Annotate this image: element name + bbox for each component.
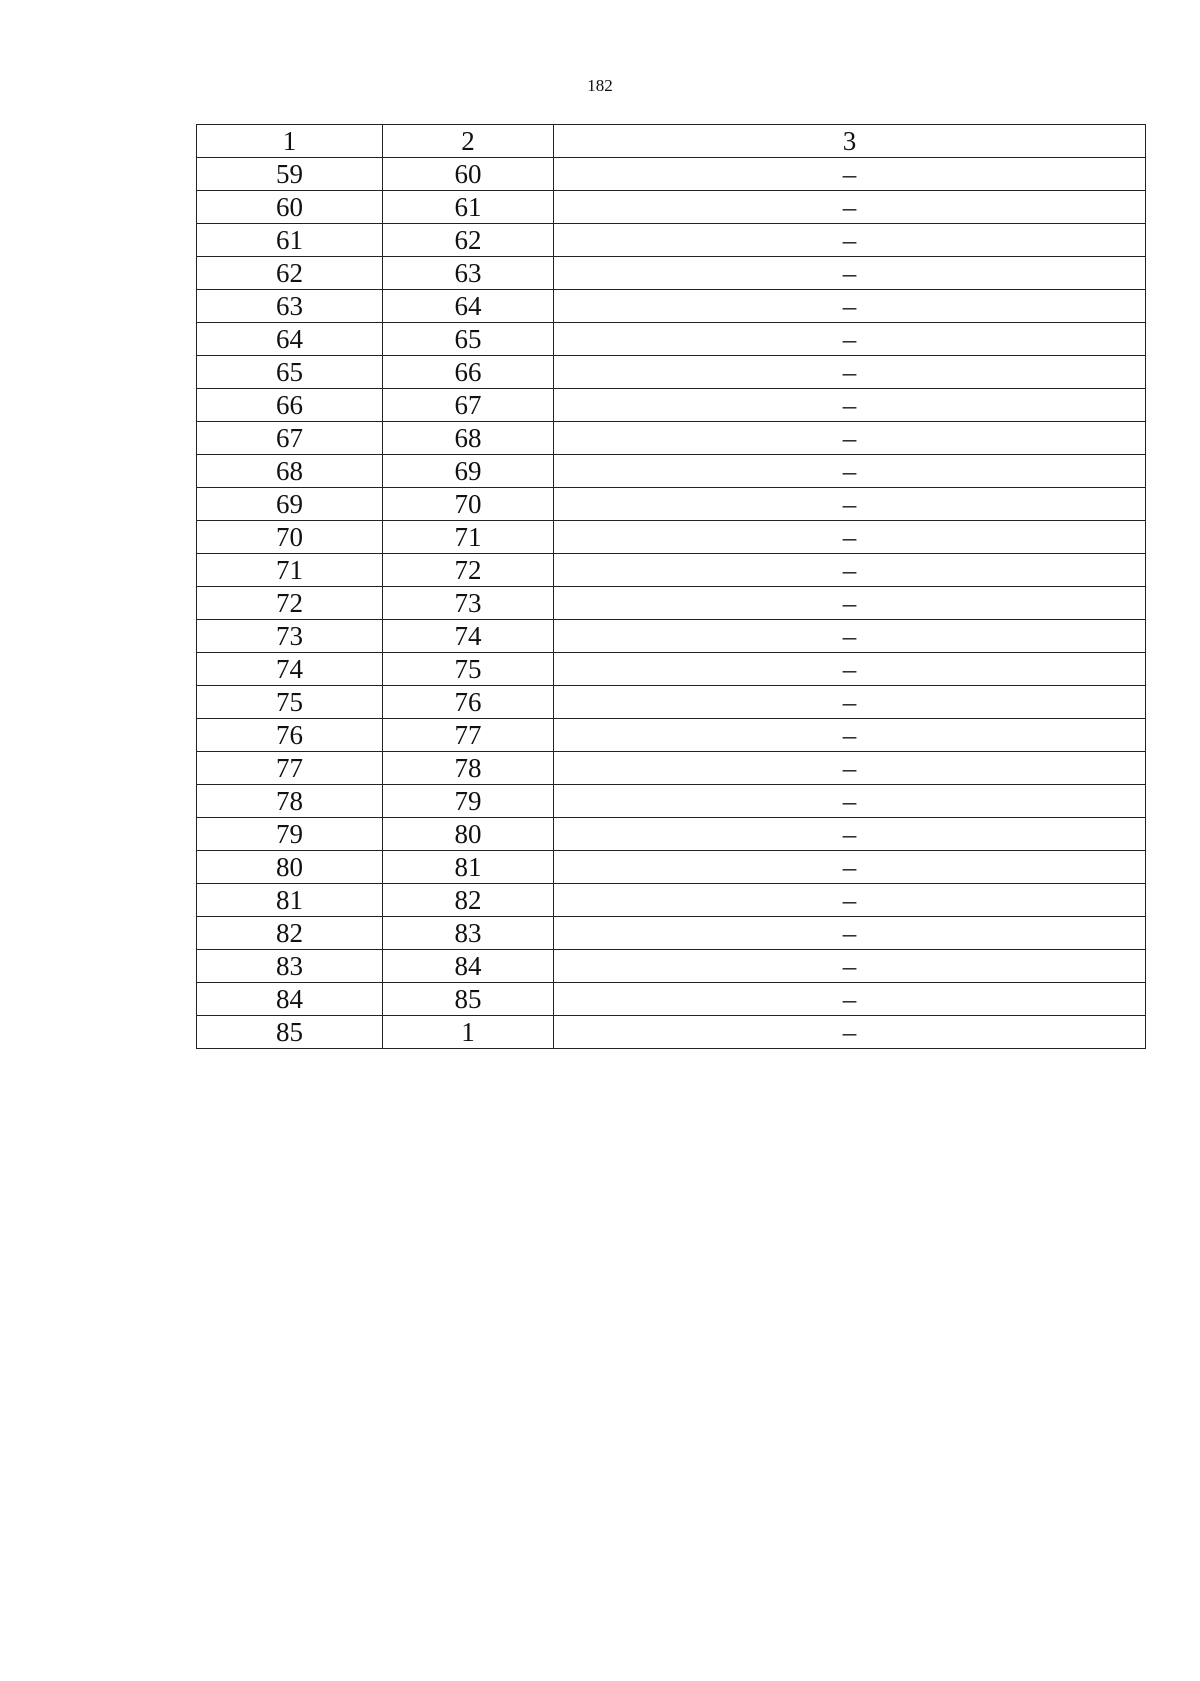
table-row: [197, 356, 1146, 389]
table-row: [197, 785, 1146, 818]
table-cell-col2: 1: [383, 1016, 554, 1049]
table-cell-col3: –: [554, 884, 1146, 917]
table-cell-col2: 79: [383, 785, 554, 818]
table-cell-col2: 74: [383, 620, 554, 653]
table-row: [197, 950, 1146, 983]
table-cell-col3: –: [554, 356, 1146, 389]
table-cell-col2: 64: [383, 290, 554, 323]
table-cell-col3: –: [554, 521, 1146, 554]
table-row: [197, 587, 1146, 620]
table-row: [197, 191, 1146, 224]
table-cell-col3: –: [554, 158, 1146, 191]
table-cell-col1: 66: [197, 389, 383, 422]
table-cell-col2: 67: [383, 389, 554, 422]
table-cell-col2: 83: [383, 917, 554, 950]
table-cell-col1: 85: [197, 1016, 383, 1049]
table-cell-col1: 78: [197, 785, 383, 818]
table-cell-col3: –: [554, 455, 1146, 488]
table-cell-col2: 75: [383, 653, 554, 686]
table-row: [197, 620, 1146, 653]
table-row: [197, 422, 1146, 455]
table-row: [197, 884, 1146, 917]
table-cell-col2: 77: [383, 719, 554, 752]
table-cell-col1: 76: [197, 719, 383, 752]
table-row: [197, 752, 1146, 785]
table-row: [197, 488, 1146, 521]
table-cell-col3: –: [554, 851, 1146, 884]
table-cell-col1: 83: [197, 950, 383, 983]
table-cell-col3: –: [554, 290, 1146, 323]
table-row: [197, 917, 1146, 950]
table-cell-col2: 78: [383, 752, 554, 785]
table-cell-col3: –: [554, 323, 1146, 356]
table-row: [197, 851, 1146, 884]
table-cell-col3: –: [554, 422, 1146, 455]
table-cell-col1: 73: [197, 620, 383, 653]
table-cell-col2: 68: [383, 422, 554, 455]
table-cell-col3: –: [554, 257, 1146, 290]
table-cell-col1: 67: [197, 422, 383, 455]
table-row: [197, 983, 1146, 1016]
table-cell-col2: 60: [383, 158, 554, 191]
table-cell-col3: –: [554, 224, 1146, 257]
table-cell-col3: –: [554, 191, 1146, 224]
table-cell-col1: 80: [197, 851, 383, 884]
table-row: [197, 389, 1146, 422]
table-cell-col1: 79: [197, 818, 383, 851]
table-cell-col1: 82: [197, 917, 383, 950]
table-cell-col2: 71: [383, 521, 554, 554]
table-cell-col3: –: [554, 719, 1146, 752]
table-row: [197, 224, 1146, 257]
table-cell-col2: 62: [383, 224, 554, 257]
table-cell-col2: 80: [383, 818, 554, 851]
table-cell-col2: 82: [383, 884, 554, 917]
table-cell-col1: 70: [197, 521, 383, 554]
table-cell-col1: 77: [197, 752, 383, 785]
table-cell-col1: 65: [197, 356, 383, 389]
table-cell-col2: 70: [383, 488, 554, 521]
table-cell-col2: 69: [383, 455, 554, 488]
table-cell-col1: 81: [197, 884, 383, 917]
table-cell-col3: –: [554, 686, 1146, 719]
table-cell-col2: 84: [383, 950, 554, 983]
table-body: [197, 125, 1146, 1049]
table-cell-col3: –: [554, 983, 1146, 1016]
table-cell-col2: 76: [383, 686, 554, 719]
table-cell-col3: –: [554, 488, 1146, 521]
table-cell-col1: 72: [197, 587, 383, 620]
table-cell-col1: 75: [197, 686, 383, 719]
table-cell-col1: 69: [197, 488, 383, 521]
table-row: [197, 554, 1146, 587]
table-cell-col1: 59: [197, 158, 383, 191]
table-cell-col1: 63: [197, 290, 383, 323]
page-number: 182: [587, 76, 613, 95]
table-row: [197, 257, 1146, 290]
header-cell-3: 3: [554, 125, 1146, 158]
header-cell-1: 1: [197, 125, 383, 158]
table-cell-col2: 81: [383, 851, 554, 884]
table-cell-col2: 66: [383, 356, 554, 389]
table-row: [197, 521, 1146, 554]
data-table: [196, 124, 1146, 1049]
table-row: [197, 818, 1146, 851]
table-cell-col1: 60: [197, 191, 383, 224]
table-row: [197, 455, 1146, 488]
table-cell-col3: –: [554, 1016, 1146, 1049]
table-cell-col1: 74: [197, 653, 383, 686]
table-row: [197, 158, 1146, 191]
header-cell-2: 2: [383, 125, 554, 158]
table-cell-col3: –: [554, 752, 1146, 785]
table-cell-col2: 65: [383, 323, 554, 356]
table-cell-col2: 61: [383, 191, 554, 224]
table-cell-col1: 64: [197, 323, 383, 356]
table-cell-col3: –: [554, 389, 1146, 422]
table-row: [197, 290, 1146, 323]
table-cell-col3: –: [554, 785, 1146, 818]
table-row: [197, 1016, 1146, 1049]
table-cell-col1: 62: [197, 257, 383, 290]
table-cell-col3: –: [554, 818, 1146, 851]
table-cell-col3: –: [554, 950, 1146, 983]
table-cell-col2: 63: [383, 257, 554, 290]
table-cell-col3: –: [554, 587, 1146, 620]
table-cell-col2: 73: [383, 587, 554, 620]
table-row: [197, 719, 1146, 752]
table-row: [197, 686, 1146, 719]
table-cell-col3: –: [554, 554, 1146, 587]
table-cell-col3: –: [554, 917, 1146, 950]
table-cell-col2: 72: [383, 554, 554, 587]
table-cell-col1: 71: [197, 554, 383, 587]
table-cell-col2: 85: [383, 983, 554, 1016]
table-cell-col1: 61: [197, 224, 383, 257]
table-cell-col3: –: [554, 620, 1146, 653]
table-cell-col3: –: [554, 653, 1146, 686]
table-row: [197, 323, 1146, 356]
table-row: [197, 653, 1146, 686]
table-header-row: [197, 125, 1146, 158]
table-cell-col1: 68: [197, 455, 383, 488]
table-cell-col1: 84: [197, 983, 383, 1016]
